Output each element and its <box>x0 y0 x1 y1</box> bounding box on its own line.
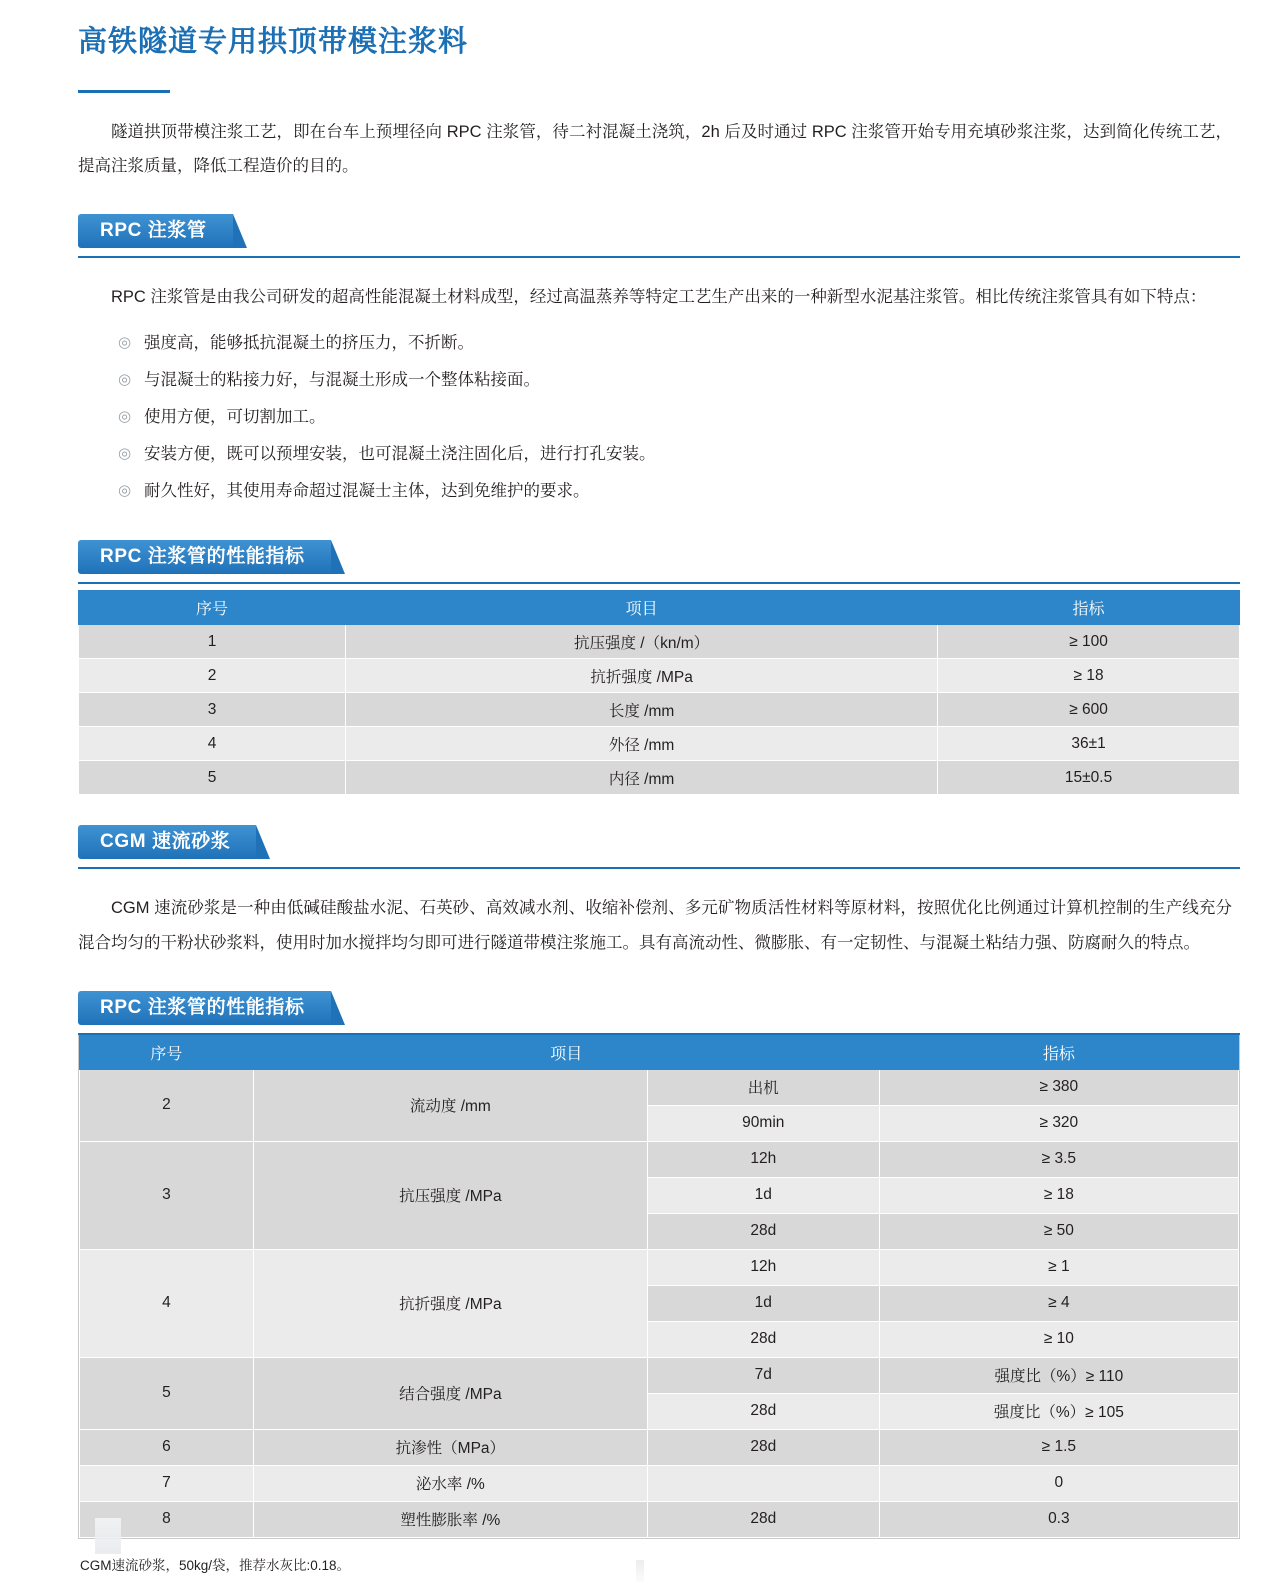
cell-no: 8 <box>80 1501 254 1537</box>
diamond-circle-icon: ◎ <box>118 444 132 462</box>
cell-index: 36±1 <box>938 727 1240 761</box>
cell-no: 1 <box>79 625 346 659</box>
page-title: 高铁隧道专用拱顶带模注浆料 <box>78 26 469 58</box>
list-item <box>118 399 1248 436</box>
cell-no: 2 <box>80 1069 254 1141</box>
cell-index: ≥ 18 <box>938 659 1240 693</box>
column-header-index: 指标 <box>938 591 1240 625</box>
cell-item: 抗折强度 /MPa <box>346 659 938 693</box>
table-row <box>79 761 1240 795</box>
diamond-circle-icon: ◎ <box>118 370 132 388</box>
table-row <box>80 1249 1239 1285</box>
cell-item: 外径 /mm <box>346 727 938 761</box>
section-title-rpc-spec: RPC 注浆管的性能指标 <box>78 540 331 574</box>
diamond-circle-icon: ◎ <box>118 482 132 500</box>
cell-no: 2 <box>79 659 346 693</box>
cell-index: ≥ 100 <box>938 625 1240 659</box>
cell-age: 1d <box>647 1177 879 1213</box>
list-item <box>118 473 1248 510</box>
cell-item: 长度 /mm <box>346 693 938 727</box>
section-header-rpc-pipe <box>78 214 1248 258</box>
cell-no: 3 <box>80 1141 254 1249</box>
table-row <box>80 1429 1239 1465</box>
cgm-spec-table <box>79 1035 1239 1538</box>
section-underline <box>78 582 1240 584</box>
cell-no: 3 <box>79 693 346 727</box>
cell-age: 28d <box>647 1501 879 1537</box>
cell-age: 90min <box>647 1105 879 1141</box>
footer-decoration <box>636 1560 644 1582</box>
table-row <box>80 1501 1239 1537</box>
table-row <box>80 1465 1239 1501</box>
cell-item: 抗压强度 /MPa <box>253 1141 647 1249</box>
cell-age: 1d <box>647 1285 879 1321</box>
cell-age: 28d <box>647 1321 879 1357</box>
section-title-cgm-spec: RPC 注浆管的性能指标 <box>78 991 331 1025</box>
cell-no: 5 <box>79 761 346 795</box>
decorative-product-image <box>95 1518 121 1554</box>
cell-no: 5 <box>80 1357 254 1429</box>
section-underline <box>78 1033 1240 1035</box>
table-row <box>79 693 1240 727</box>
column-header-item: 项目 <box>253 1035 879 1069</box>
cell-item: 结合强度 /MPa <box>253 1357 647 1429</box>
section-underline <box>78 256 1240 258</box>
cell-age: 12h <box>647 1141 879 1177</box>
column-header-no: 序号 <box>80 1035 254 1069</box>
rpc-spec-table <box>78 590 1240 795</box>
cell-value: ≥ 4 <box>879 1285 1238 1321</box>
table-row <box>80 1069 1239 1105</box>
cell-age: 7d <box>647 1357 879 1393</box>
cell-age: 12h <box>647 1249 879 1285</box>
cell-age: 出机 <box>647 1069 879 1105</box>
table-footnote: CGM速流砂浆，50kg/袋，推荐水灰比:0.18。 <box>80 1557 351 1573</box>
table-row <box>79 727 1240 761</box>
diamond-circle-icon: ◎ <box>118 407 132 425</box>
cell-age: 28d <box>647 1429 879 1465</box>
cell-item: 抗压强度 /（kn/m） <box>346 625 938 659</box>
diamond-circle-icon: ◎ <box>118 333 132 351</box>
cell-value: ≥ 18 <box>879 1177 1238 1213</box>
cell-item: 塑性膨胀率 /% <box>253 1501 647 1537</box>
section-title-cgm: CGM 速流砂浆 <box>78 825 256 859</box>
list-item-label: 使用方便，可切割加工。 <box>144 407 326 426</box>
table-header-row <box>79 591 1240 625</box>
list-item <box>118 325 1248 362</box>
cell-item: 抗折强度 /MPa <box>253 1249 647 1357</box>
cell-value: ≥ 320 <box>879 1105 1238 1141</box>
section-header-cgm <box>78 825 1248 869</box>
cell-value: 0.3 <box>879 1501 1238 1537</box>
cell-value: ≥ 380 <box>879 1069 1238 1105</box>
list-item <box>118 362 1248 399</box>
cgm-spec-table-wrapper <box>78 1035 1240 1539</box>
cell-no: 4 <box>79 727 346 761</box>
section-title-rpc-pipe: RPC 注浆管 <box>78 214 233 248</box>
cell-no: 6 <box>80 1429 254 1465</box>
cell-age: 28d <box>647 1393 879 1429</box>
cell-item: 泌水率 /% <box>253 1465 647 1501</box>
list-item-label: 与混凝士的粘接力好，与混凝土形成一个整体粘接面。 <box>144 370 540 389</box>
section-underline <box>78 867 1240 869</box>
table-row <box>79 659 1240 693</box>
cell-value: 强度比（%）≥ 105 <box>879 1393 1238 1429</box>
section-header-cgm-spec <box>78 991 1248 1035</box>
table-row <box>80 1141 1239 1177</box>
cell-value: ≥ 3.5 <box>879 1141 1238 1177</box>
table-header-row <box>80 1035 1239 1069</box>
cell-item: 流动度 /mm <box>253 1069 647 1141</box>
cell-item: 抗渗性（MPa） <box>253 1429 647 1465</box>
cell-value: ≥ 1.5 <box>879 1429 1238 1465</box>
rpc-pipe-feature-list <box>78 325 1248 511</box>
list-item <box>118 436 1248 473</box>
column-header-no: 序号 <box>79 591 346 625</box>
list-item-label: 强度高，能够抵抗混凝土的挤压力，不折断。 <box>144 333 474 352</box>
cell-age <box>647 1465 879 1501</box>
column-header-item: 项目 <box>346 591 938 625</box>
table-row <box>79 625 1240 659</box>
list-item-label: 安装方便，既可以预埋安装，也可混凝土浇注固化后，进行打孔安装。 <box>144 444 656 463</box>
cell-value: ≥ 10 <box>879 1321 1238 1357</box>
cell-item: 内径 /mm <box>346 761 938 795</box>
rpc-pipe-paragraph: RPC 注浆管是由我公司研发的超高性能混凝土材料成型，经过高温蒸养等特定工艺生产出来的一种新型水泥基注浆管。相比传统注浆管具有如下特点： <box>111 287 1207 306</box>
cell-no: 4 <box>80 1249 254 1357</box>
cell-index: ≥ 600 <box>938 693 1240 727</box>
cell-value: ≥ 50 <box>879 1213 1238 1249</box>
intro-paragraph: 隧道拱顶带模注浆工艺，即在台车上预埋径向 RPC 注浆管，待二衬混凝土浇筑，2h 后及时通过 RPC 注浆管开始专用充填砂浆注浆，达到简化传统工艺，提高注浆质量，降低工程造价的目的。 <box>78 122 1232 176</box>
cell-no: 7 <box>80 1465 254 1501</box>
cell-value: 0 <box>879 1465 1238 1501</box>
cell-value: 强度比（%）≥ 110 <box>879 1357 1238 1393</box>
cgm-paragraph: CGM 速流砂浆是一种由低碱硅酸盐水泥、石英砂、高效减水剂、收缩补偿剂、多元矿物质活性材料等原材料，按照优化比例通过计算机控制的生产线充分混合均匀的干粉状砂浆料，使用时加水搅拌均匀即可进行隧道带模注浆施工。具有高流动性、微膨胀、有一定韧性、与混凝土粘结力强、防腐耐久的特点。 <box>78 899 1232 952</box>
list-item-label: 耐久性好，其使用寿命超过混凝士主体，达到免维护的要求。 <box>144 482 590 501</box>
column-header-index: 指标 <box>879 1035 1238 1069</box>
cell-value: ≥ 1 <box>879 1249 1238 1285</box>
title-divider <box>78 90 170 93</box>
cell-index: 15±0.5 <box>938 761 1240 795</box>
table-row <box>80 1357 1239 1393</box>
section-header-rpc-spec <box>78 540 1248 584</box>
cell-age: 28d <box>647 1213 879 1249</box>
